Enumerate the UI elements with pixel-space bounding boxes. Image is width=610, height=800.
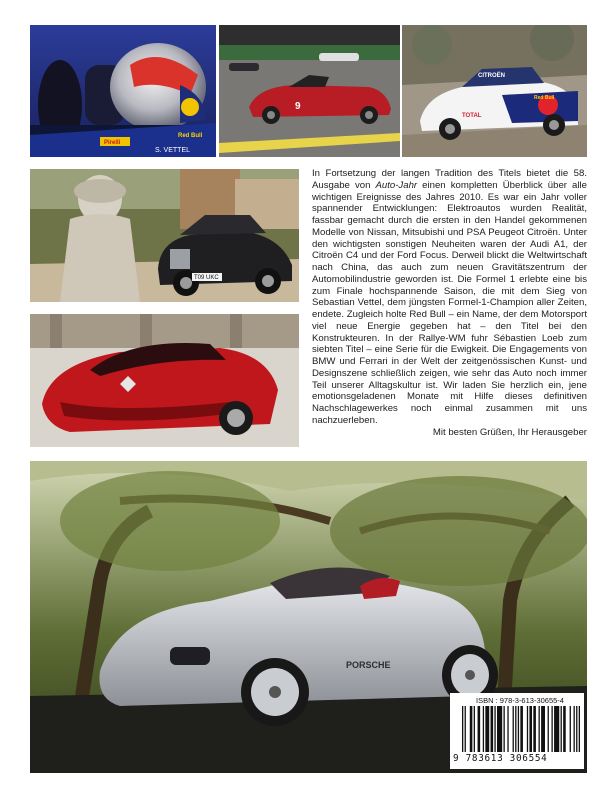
barcode-bar <box>470 706 473 752</box>
barcode-bar <box>513 706 514 752</box>
barcode-bar <box>494 706 495 752</box>
statue-classic-car-photo <box>30 169 299 302</box>
barcode-bar <box>483 706 484 752</box>
barcode-bar <box>579 706 580 752</box>
redbull-livery: Red Bull <box>534 95 555 101</box>
barcode-bars <box>462 706 580 754</box>
intro-body-start: In Fortsetzung der langen Tradition des Titels bietet die 58. Ausgabe von <box>312 168 587 191</box>
driver-label: S. VETTEL <box>155 147 191 154</box>
barcode-bar <box>491 706 494 752</box>
porsche-side-text: PORSCHE <box>346 660 391 670</box>
barcode-bar <box>507 706 508 752</box>
intro-body-rest: einen kompletten Überblick über alle wichtigen Ereignisse des Jahres 2010. Es war ein Jahr voller spannender Entwicklungen: Elektroautos wurden Realität, fassbar gemacht durch die ersten in den Handel gekommenen Modelle von Nissan, Mitsubishi und PSA Peugeot Citroën. Unter den wichtigsten sonstigen Neuheiten waren der Audi A1, der Citroën C4 und der Ford Focus. Derweil blickt die Weltwirtschaft nach China, das auch zum neuen Gravitätszentrum der Automobilindustrie geworden ist. Die Formel 1 erlebte eine bis zum Finale hochspannende Saison, die mit dem Sieg von Sebastian Vettel, dem jüngsten Formel-1-Champion aller Zeiten, endete. Zugleich holte Red Bull – ein Name, der dem Motorsport viel neue Energie gegeben hat – den Titel bei den Konstrukteuren. In der Rallye-WM fuhr Sébastien Loeb zum siebten Titel – eine Serie für die Ewigkeit. Die Engagements von BMW und Ferrari in der Welt der zeitgenössischen Kunst- und Designszene schließlich zeigen, wie sehr das Auto noch immer Teil unserer Alltagskultur ist. Wir laden Sie herzlich ein, jene emotionsgeladenen Monate mit Hilfe dieses definitiven Nachschlagewerkes noch einmal zusammen mit uns nachzuerleben. <box>312 179 587 426</box>
citroen-livery: CITROËN <box>478 73 505 79</box>
barcode-bar <box>548 706 549 752</box>
barcode-digits: 9 783613 306554 <box>453 753 548 764</box>
barcode-bar <box>518 706 519 752</box>
renault-concept-photo <box>30 314 299 447</box>
barcode-bar <box>485 706 489 752</box>
barcode-bar <box>551 706 552 752</box>
barcode-bar <box>576 706 577 752</box>
rally-car-photo <box>402 25 587 157</box>
book-title: Auto-Jahr <box>375 179 418 191</box>
barcode-bar <box>561 706 562 752</box>
barcode-bar <box>527 706 528 752</box>
plate-text: T09 UKC <box>194 275 219 281</box>
isbn-barcode <box>450 693 584 769</box>
barcode-bar <box>515 706 516 752</box>
barcode-bar <box>465 706 466 752</box>
lemans-race-photo <box>219 25 400 157</box>
barcode-bar <box>539 706 540 752</box>
barcode-bar <box>574 706 575 752</box>
barcode-bar <box>529 706 532 752</box>
intro-text <box>312 168 587 438</box>
barcode-bar <box>554 706 559 752</box>
total-livery: TOTAL <box>462 113 482 119</box>
intro-body <box>312 168 587 427</box>
barcode-bar <box>478 706 481 752</box>
barcode-bar <box>533 706 536 752</box>
car-number: 9 <box>295 101 301 112</box>
isbn-label: ISBN : 978-3-613-30655-4 <box>476 696 564 705</box>
barcode-bar <box>520 706 523 752</box>
barcode-bar <box>503 706 504 752</box>
barcode-bar <box>497 706 502 752</box>
barcode-bar <box>563 706 566 752</box>
redbull-badge: Red Bull <box>178 133 203 139</box>
barcode-bar <box>462 706 463 752</box>
pirelli-badge: Pirelli <box>104 140 121 146</box>
vettel-helmet-photo <box>30 25 216 157</box>
barcode-bar <box>541 706 545 752</box>
barcode-bar <box>570 706 571 752</box>
barcode-bar <box>474 706 475 752</box>
signature: Mit besten Grüßen, Ihr Herausgeber <box>432 426 587 438</box>
